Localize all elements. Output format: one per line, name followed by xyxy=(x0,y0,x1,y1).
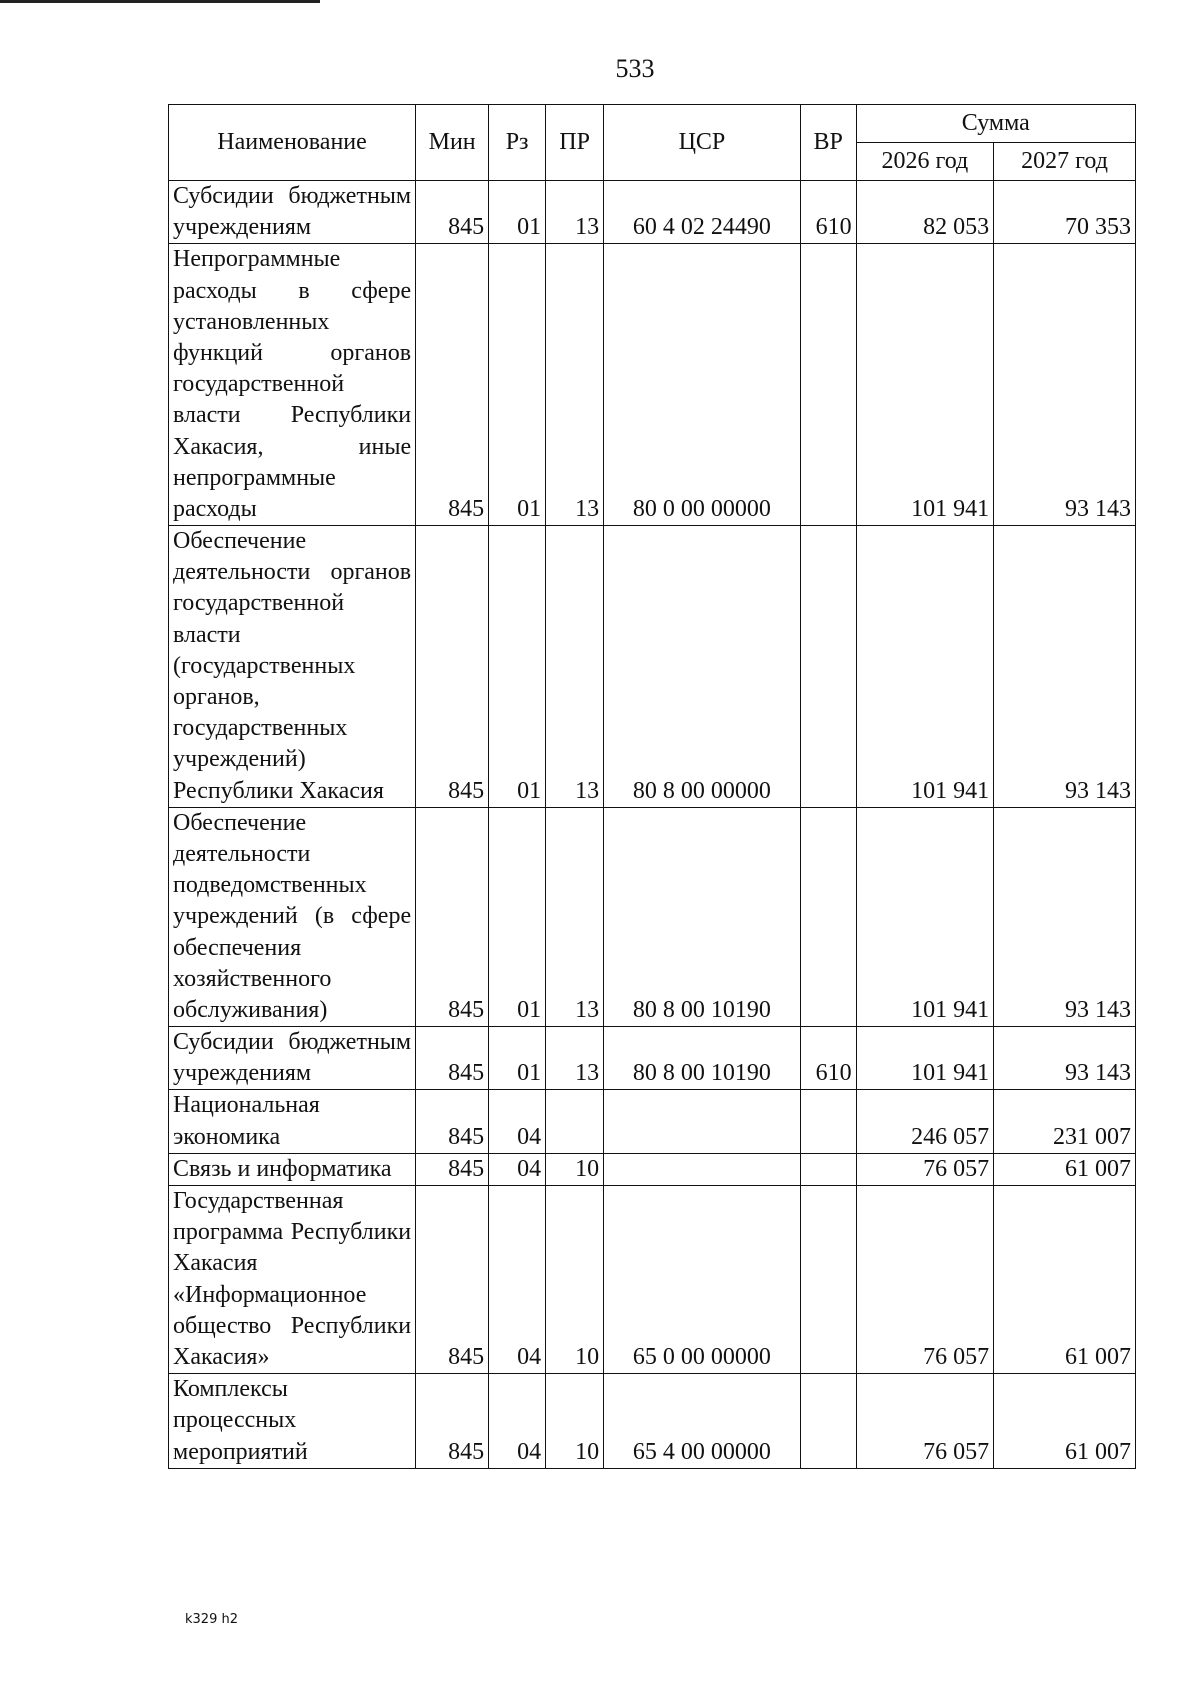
row-sum-2026: 101 941 xyxy=(856,1027,994,1090)
table-body xyxy=(169,181,1136,1469)
row-min: 845 xyxy=(416,1186,489,1374)
header-min: Мин xyxy=(416,105,489,181)
row-sum-2026: 246 057 xyxy=(856,1090,994,1153)
row-sum-2027: 70 353 xyxy=(994,181,1136,244)
scan-edge-line xyxy=(0,0,320,3)
row-sum-2027: 93 143 xyxy=(994,526,1136,808)
row-rz: 01 xyxy=(489,181,546,244)
row-vr xyxy=(800,526,856,808)
row-csr: 65 0 00 00000 xyxy=(604,1186,801,1374)
row-csr: 65 4 00 00000 xyxy=(604,1374,801,1469)
row-csr xyxy=(604,1153,801,1185)
row-pr: 13 xyxy=(546,526,604,808)
row-min: 845 xyxy=(416,1153,489,1185)
row-rz: 04 xyxy=(489,1186,546,1374)
row-min: 845 xyxy=(416,181,489,244)
row-sum-2026: 76 057 xyxy=(856,1186,994,1374)
row-csr xyxy=(604,1090,801,1153)
row-sum-2027: 231 007 xyxy=(994,1090,1136,1153)
row-sum-2026: 101 941 xyxy=(856,244,994,526)
row-pr: 13 xyxy=(546,1027,604,1090)
row-vr xyxy=(800,1186,856,1374)
row-sum-2026: 76 057 xyxy=(856,1374,994,1469)
row-csr: 80 8 00 00000 xyxy=(604,526,801,808)
row-min: 845 xyxy=(416,1027,489,1090)
row-rz: 04 xyxy=(489,1374,546,1469)
row-min: 845 xyxy=(416,1374,489,1469)
table-row xyxy=(169,181,1136,244)
row-rz: 01 xyxy=(489,526,546,808)
row-name: Обеспечение деятельности подведомственных учреждений (в сфере обеспечения хозяйственного обслуживания) xyxy=(169,807,416,1026)
header-name: Наименование xyxy=(169,105,416,181)
table-header xyxy=(169,105,1136,181)
row-pr: 10 xyxy=(546,1374,604,1469)
row-name: Обеспечение деятельности органов государственной власти (государственных органов, государственных учреждений) Республики Хакасия xyxy=(169,526,416,808)
header-vr: ВР xyxy=(800,105,856,181)
row-min: 845 xyxy=(416,526,489,808)
table-row xyxy=(169,1186,1136,1374)
row-vr xyxy=(800,1090,856,1153)
header-year-2026: 2026 год xyxy=(856,143,994,181)
row-rz: 01 xyxy=(489,1027,546,1090)
row-name: Государственная программа Республики Хакасия «Информационное общество Республики Хакасия» xyxy=(169,1186,416,1374)
header-pr: ПР xyxy=(546,105,604,181)
row-pr: 10 xyxy=(546,1153,604,1185)
table-row xyxy=(169,1374,1136,1469)
row-name: Непрограммные расходы в сфере установленных функций органов государственной власти Республики Хакасия, иные непрограммные расходы xyxy=(169,244,416,526)
row-name: Национальная экономика xyxy=(169,1090,416,1153)
row-min: 845 xyxy=(416,244,489,526)
row-sum-2027: 93 143 xyxy=(994,807,1136,1026)
row-name: Субсидии бюджетным учреждениям xyxy=(169,1027,416,1090)
row-rz: 01 xyxy=(489,807,546,1026)
row-pr: 13 xyxy=(546,807,604,1026)
footer-code: k329 h2 xyxy=(185,1612,238,1627)
row-min: 845 xyxy=(416,807,489,1026)
row-sum-2027: 93 143 xyxy=(994,244,1136,526)
row-rz: 04 xyxy=(489,1153,546,1185)
row-sum-2026: 76 057 xyxy=(856,1153,994,1185)
row-vr xyxy=(800,1374,856,1469)
row-sum-2027: 61 007 xyxy=(994,1374,1136,1469)
row-rz: 01 xyxy=(489,244,546,526)
row-name: Субсидии бюджетным учреждениям xyxy=(169,181,416,244)
row-sum-2026: 101 941 xyxy=(856,807,994,1026)
row-csr: 80 8 00 10190 xyxy=(604,807,801,1026)
row-vr: 610 xyxy=(800,1027,856,1090)
row-name: Связь и информатика xyxy=(169,1153,416,1185)
header-rz: Рз xyxy=(489,105,546,181)
row-csr: 80 0 00 00000 xyxy=(604,244,801,526)
row-pr xyxy=(546,1090,604,1153)
row-pr: 10 xyxy=(546,1186,604,1374)
row-vr xyxy=(800,1153,856,1185)
table-row xyxy=(169,807,1136,1026)
row-name: Комплексы процессных мероприятий xyxy=(169,1374,416,1469)
header-csr: ЦСР xyxy=(604,105,801,181)
row-sum-2027: 93 143 xyxy=(994,1027,1136,1090)
row-sum-2027: 61 007 xyxy=(994,1186,1136,1374)
table-row xyxy=(169,526,1136,808)
table-row xyxy=(169,244,1136,526)
row-vr xyxy=(800,244,856,526)
row-sum-2026: 101 941 xyxy=(856,526,994,808)
page-number: 533 xyxy=(615,54,655,83)
row-vr: 610 xyxy=(800,181,856,244)
row-rz: 04 xyxy=(489,1090,546,1153)
table-row xyxy=(169,1090,1136,1153)
table-row xyxy=(169,1027,1136,1090)
table-row xyxy=(169,1153,1136,1185)
row-sum-2027: 61 007 xyxy=(994,1153,1136,1185)
row-pr: 13 xyxy=(546,244,604,526)
row-csr: 80 8 00 10190 xyxy=(604,1027,801,1090)
row-vr xyxy=(800,807,856,1026)
budget-table xyxy=(168,104,1136,1469)
row-csr: 60 4 02 24490 xyxy=(604,181,801,244)
row-pr: 13 xyxy=(546,181,604,244)
row-min: 845 xyxy=(416,1090,489,1153)
row-sum-2026: 82 053 xyxy=(856,181,994,244)
header-year-2027: 2027 год xyxy=(994,143,1136,181)
header-sum: Сумма xyxy=(856,105,1135,143)
